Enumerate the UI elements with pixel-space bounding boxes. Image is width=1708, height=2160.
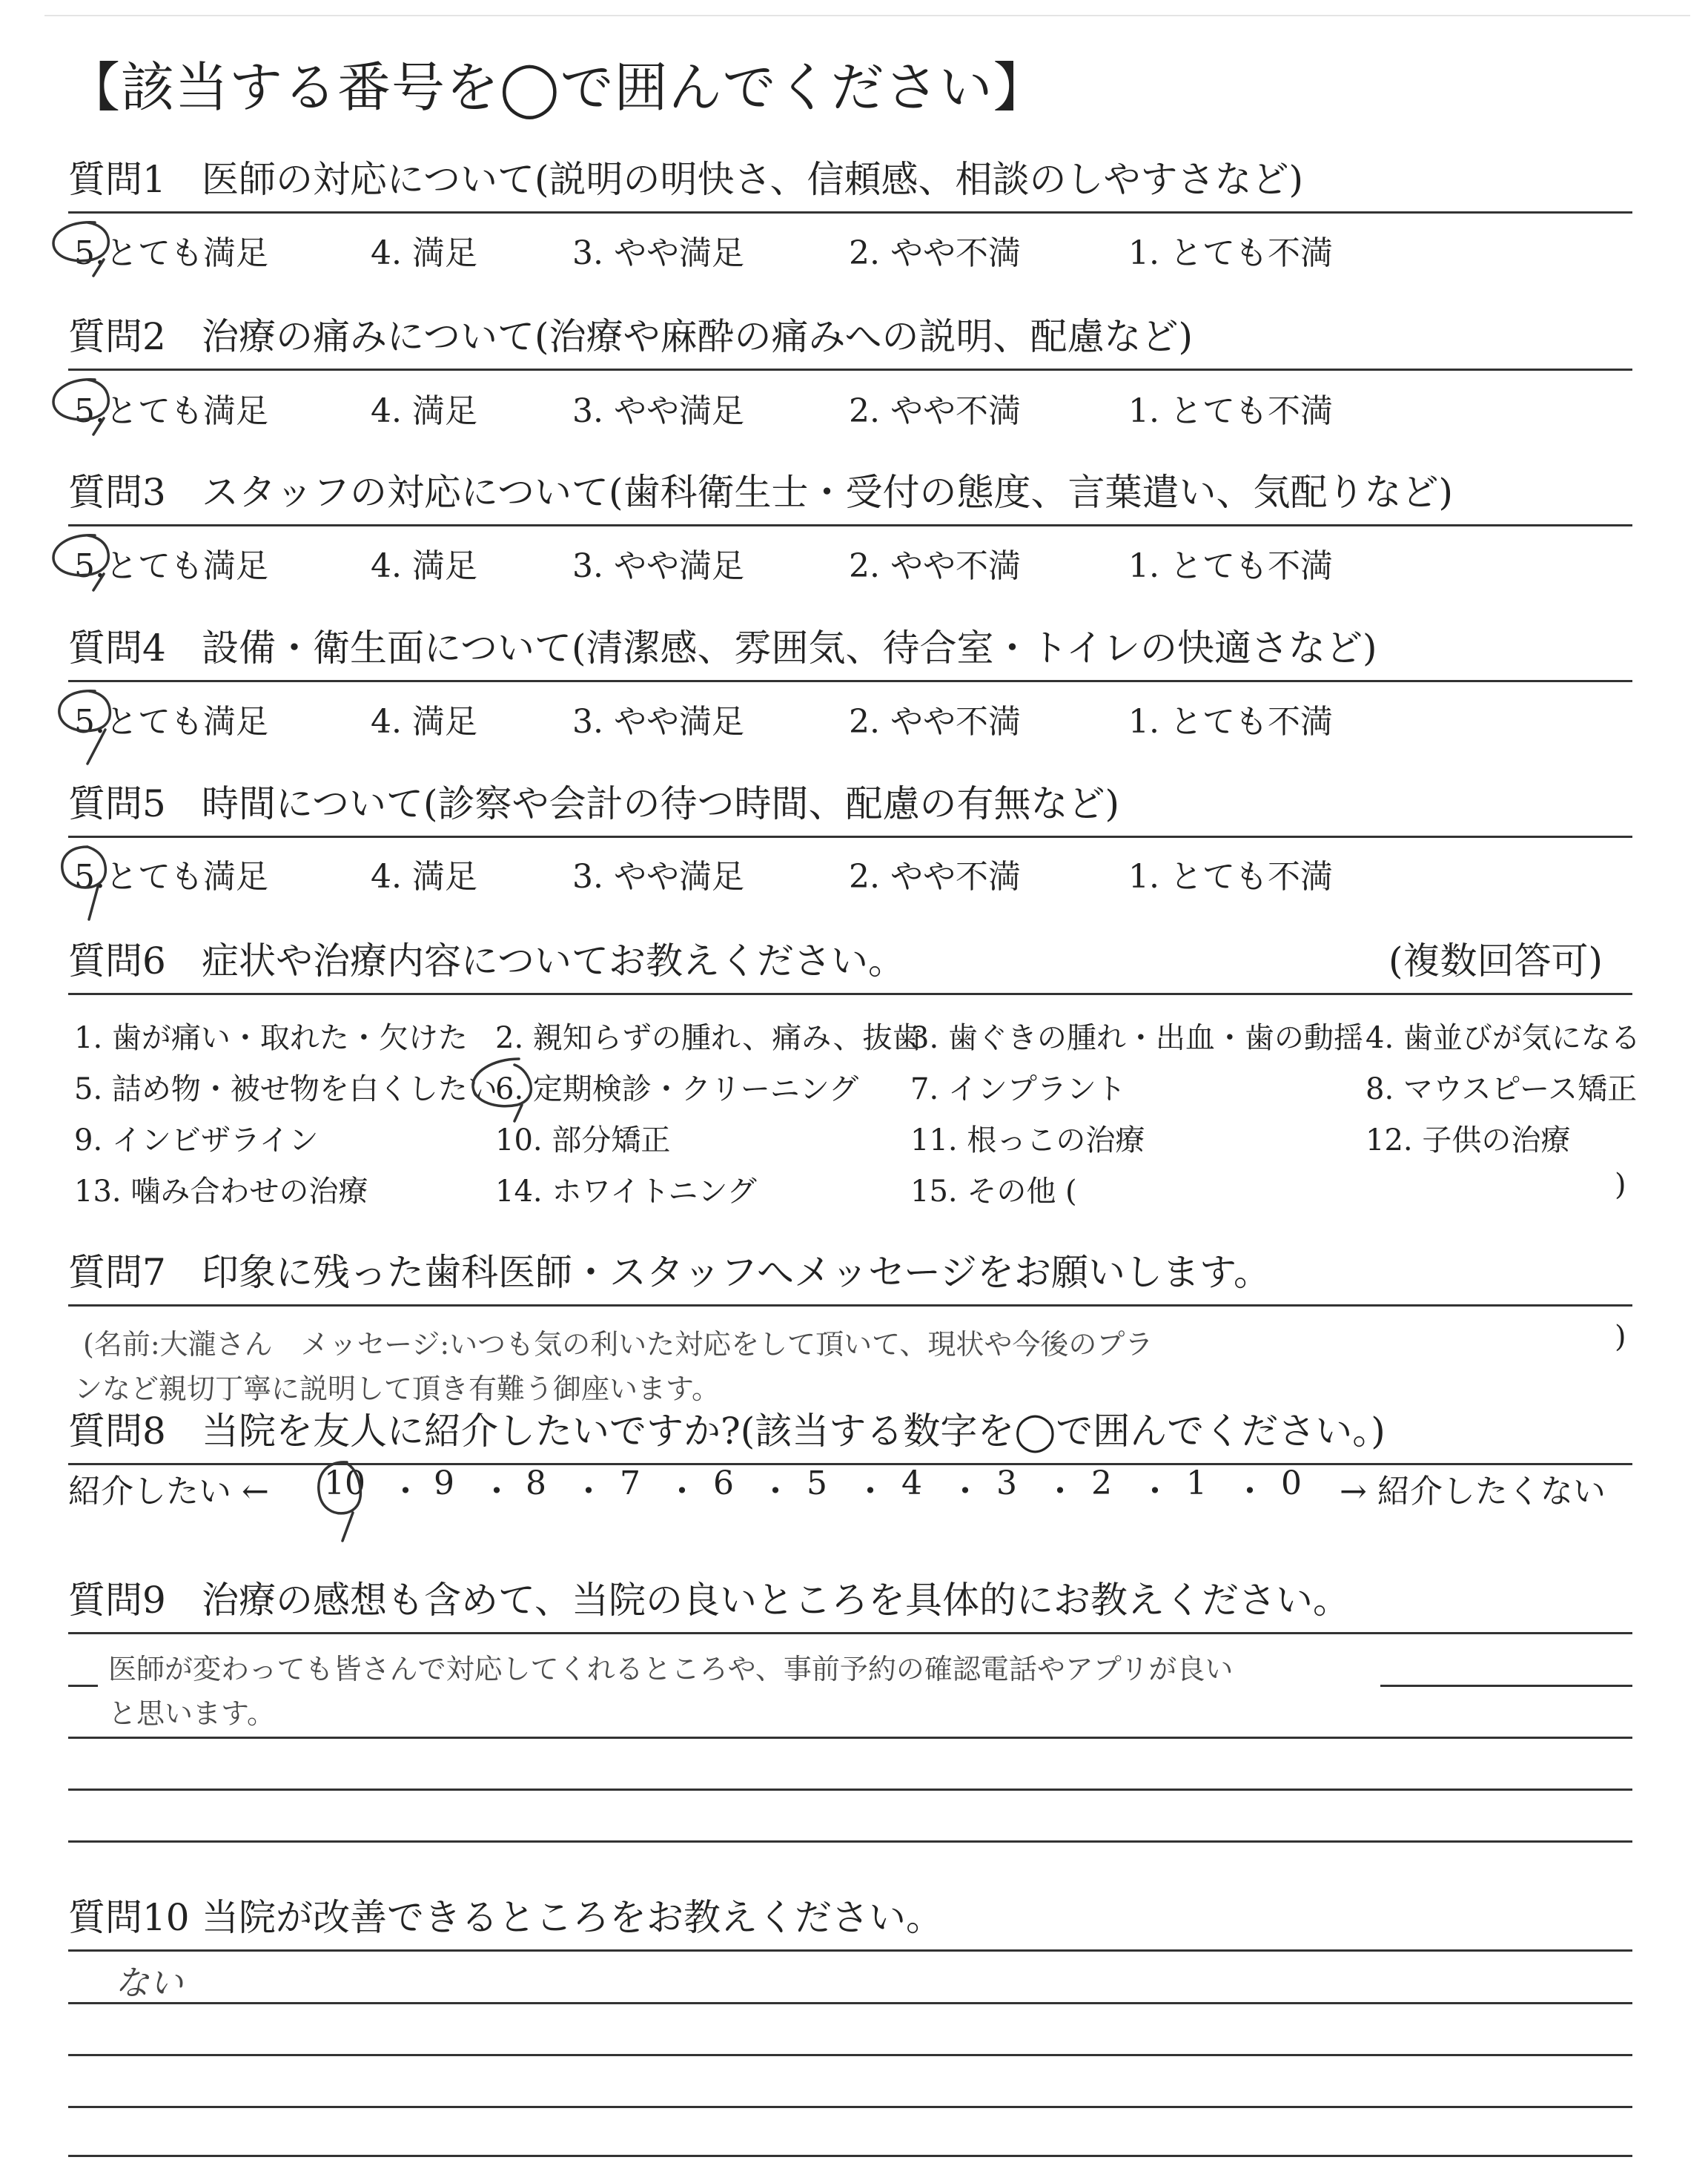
q10-answer-handwritten[interactable]: ない [115,1963,183,2003]
q6-option-14[interactable]: 14. ホワイトニング [495,1175,757,1209]
question-3-header [68,467,1632,526]
question-6-text: 症状や治療内容についてお教えください。 [202,939,905,982]
question-6-header [68,936,1632,995]
scale-value-1[interactable]: 1 [1186,1464,1207,1502]
question-8-header [68,1406,1632,1465]
scale-separator: ・ [759,1473,792,1510]
scale-right-label: → 紹介したくない [1340,1473,1606,1510]
q2-option-4[interactable]: 4. 満足 [371,392,477,430]
question-4-label: 質問4 [68,627,166,670]
q1-option-3[interactable]: 3. やや満足 [572,234,744,272]
question-10-header [68,1892,1632,1952]
question-9-label: 質問9 [68,1579,166,1622]
q9-answer-line-2[interactable]: と思います。 [108,1697,275,1730]
q2-option-3[interactable]: 3. やや満足 [572,392,744,430]
q9-answer-line-1[interactable]: 医師が変わっても皆さんで対応してくれるところや、事前予約の確認電話やアプリが良い [108,1653,1234,1685]
q6-option-5[interactable]: 5. 詰め物・被せ物を白くしたい [74,1072,497,1106]
scale-value-8[interactable]: 8 [526,1464,546,1502]
q6-option-9[interactable]: 9. インビザライン [74,1123,319,1157]
scale-separator: ・ [1234,1473,1266,1510]
question-2-text: 治療の痛みについて(治療や麻酔の痛みへの説明、配慮など) [202,315,1194,358]
q6-option-13[interactable]: 13. 噛み合わせの治療 [74,1175,368,1209]
question-1-label: 質問1 [68,158,166,201]
question-7-text: 印象に残った歯科医師・スタッフへメッセージをお願いします。 [202,1251,1271,1294]
answer-line [68,1737,1632,1739]
scale-separator: ・ [389,1473,422,1510]
question-1-text: 医師の対応について(説明の明快さ、信頼感、相談のしやすさなど) [202,158,1304,201]
q6-other-close-paren: ) [1615,1168,1626,1202]
scale-separator: ・ [572,1473,605,1510]
question-8-text: 当院を友人に紹介したいですか?(該当する数字を◯で囲んでください。) [202,1410,1386,1453]
top-rule [44,15,1690,16]
q7-answer-line-2[interactable]: ンなど親切丁寧に説明して頂き有難う御座います。 [74,1373,720,1405]
q3-option-5[interactable]: 5.とても満足 [74,547,268,585]
question-4-text: 設備・衛生面について(清潔感、雰囲気、待合室・トイレの快適さなど) [202,627,1377,670]
q6-option-2[interactable]: 2. 親知らずの腫れ、痛み、抜歯 [495,1021,922,1055]
answer-line [68,2106,1632,2108]
scale-separator: ・ [666,1473,698,1510]
answer-line [68,1789,1632,1791]
question-10-text: 当院が改善できるところをお教えください。 [202,1896,943,1939]
question-3-text: スタッフの対応について(歯科衛生士・受付の態度、言葉遣い、気配りなど) [202,471,1454,514]
q5-option-1[interactable]: 1. とても不満 [1128,858,1333,896]
question-3-rule [68,524,1632,526]
q2-option-5[interactable]: 5.とても満足 [74,392,268,430]
scale-separator: ・ [1139,1473,1171,1510]
q1-option-1[interactable]: 1. とても不満 [1128,234,1333,272]
scale-left-label: 紹介したい ← [68,1473,269,1510]
question-2-label: 質問2 [68,315,166,358]
scale-value-10[interactable]: 10 [324,1464,365,1502]
q7-close-paren: ) [1615,1320,1626,1354]
question-6-rule [68,993,1632,995]
question-6-label: 質問6 [68,939,166,982]
q4-option-5[interactable]: 5.とても満足 [74,703,268,741]
q6-option-4[interactable]: 4. 歯並びが気になる [1366,1021,1641,1055]
q6-option-3[interactable]: 3. 歯ぐきの腫れ・出血・歯の動揺 [910,1021,1363,1055]
scale-separator: ・ [854,1473,887,1510]
question-7-label: 質問7 [68,1251,166,1294]
q5-option-2[interactable]: 2. やや不満 [849,858,1021,896]
answer-line [1380,1685,1632,1687]
q3-option-1[interactable]: 1. とても不満 [1128,547,1333,585]
question-4-header [68,623,1632,682]
answer-line [68,1840,1632,1843]
q4-option-4[interactable]: 4. 満足 [371,703,477,741]
answer-line [68,2054,1632,2056]
question-10-label: 質問10 [68,1896,190,1939]
question-1-header [68,154,1632,214]
answer-line [68,1685,98,1687]
q6-option-7[interactable]: 7. インプラント [910,1072,1126,1106]
q4-option-3[interactable]: 3. やや満足 [572,703,744,741]
scale-value-3[interactable]: 3 [996,1464,1017,1502]
question-9-header [68,1575,1632,1634]
q6-option-15[interactable]: 15. その他 ( [910,1175,1077,1209]
q6-option-1[interactable]: 1. 歯が痛い・取れた・欠けた [74,1021,468,1055]
answer-line [68,2002,1632,2004]
q4-option-2[interactable]: 2. やや不満 [849,703,1021,741]
question-2-rule [68,369,1632,371]
question-5-header [68,779,1632,838]
scale-value-5[interactable]: 5 [807,1464,827,1502]
q6-option-6[interactable]: 6. 定期検診・クリーニング [495,1072,859,1106]
question-2-header [68,311,1632,371]
q5-option-5[interactable]: 5.とても満足 [74,858,268,896]
scale-value-6[interactable]: 6 [713,1464,734,1502]
scale-separator: ・ [949,1473,982,1510]
q6-option-11[interactable]: 11. 根っこの治療 [910,1123,1145,1157]
page-title: 【該当する番号を◯で囲んでください】 [67,56,1047,119]
scale-separator: ・ [480,1473,513,1510]
scale-value-4[interactable]: 4 [901,1464,922,1502]
scale-value-9[interactable]: 9 [434,1464,454,1502]
q4-option-1[interactable]: 1. とても不満 [1128,703,1333,741]
question-6-note: (複数回答可) [1388,939,1603,982]
question-3-label: 質問3 [68,471,166,514]
q1-option-2[interactable]: 2. やや不満 [849,234,1021,272]
q1-option-5[interactable]: 5.とても満足 [74,234,268,272]
question-7-header [68,1247,1632,1307]
q3-option-3[interactable]: 3. やや満足 [572,547,744,585]
answer-line [68,2155,1632,2157]
q7-answer-line-1[interactable]: (名前:大瀧さん メッセージ:いつも気の利いた対応をして頂いて、現状や今後のプラ [83,1328,1153,1361]
question-7-rule [68,1304,1632,1307]
q6-option-12[interactable]: 12. 子供の治療 [1366,1123,1571,1157]
scale-separator: ・ [1044,1473,1076,1510]
q6-option-8[interactable]: 8. マウスピース矯正 [1366,1072,1638,1106]
question-1-rule [68,211,1632,214]
question-9-text: 治療の感想も含めて、当院の良いところを具体的にお教えください。 [202,1579,1350,1622]
q10-answer-lines [68,1952,1632,2159]
q3-option-2[interactable]: 2. やや不満 [849,547,1021,585]
scale-value-0[interactable]: 0 [1281,1464,1302,1502]
scale-value-7[interactable]: 7 [620,1464,640,1502]
q5-option-4[interactable]: 4. 満足 [371,858,477,896]
q6-option-10[interactable]: 10. 部分矯正 [495,1123,671,1157]
q2-option-2[interactable]: 2. やや不満 [849,392,1021,430]
question-5-rule [68,836,1632,838]
q2-option-1[interactable]: 1. とても不満 [1128,392,1333,430]
question-5-label: 質問5 [68,782,166,825]
q5-option-3[interactable]: 3. やや満足 [572,858,744,896]
scale-value-2[interactable]: 2 [1091,1464,1112,1502]
q1-option-4[interactable]: 4. 満足 [371,234,477,272]
question-8-label: 質問8 [68,1410,166,1453]
question-4-rule [68,680,1632,682]
question-5-text: 時間について(診察や会計の待つ時間、配慮の有無など) [202,782,1120,825]
q3-option-4[interactable]: 4. 満足 [371,547,477,585]
referral-scale [68,1464,1632,1509]
